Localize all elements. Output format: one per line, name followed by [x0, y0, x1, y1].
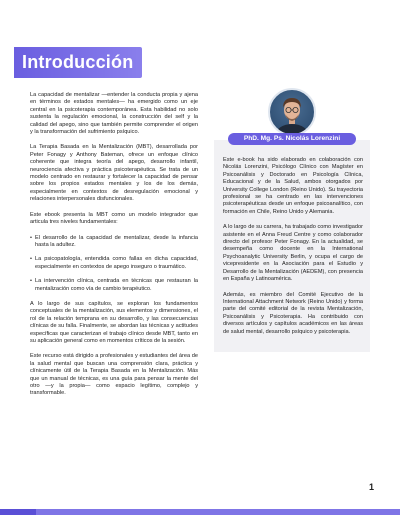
intro-paragraph-5: Este recurso está dirigido a profesionales y estudiantes del área de la salud mental que buscan una comprensión clara, práctica y clínicamente útil de la Terapia Basada en la Mentalización. Más que un manual de técnicas, es una guía para pensar la mente del otro —y la propia— como espacio legítimo, complejo y transformable.: [30, 353, 198, 397]
page-title: Introducción: [22, 52, 134, 72]
intro-column: [30, 92, 198, 406]
author-name: PhD. Mg. Ps. Nicolás Lorenzini: [243, 135, 341, 142]
page-number: 1: [369, 482, 375, 492]
levels-list-item-intervention: • La intervención clínica, centrada en técnicas que restauran la mentalización como vía de cambio terapéutico.: [30, 278, 198, 293]
intro-paragraph-3: Este ebook presenta la MBT como un modelo integrador que articula tres niveles fundamentales:: [30, 211, 198, 226]
bio-paragraph-3: Además, es miembro del Comité Ejecutivo de la International Attachment Network (Reino Unido) y forma parte del comité editorial de la revista Mentalización, Psicoanálisis y Psicoterapia. Ha contribuido con diversos artículos y capítulos académicos en las áreas de salud mental, desarrollo psíquico y psicoterapia.: [223, 291, 363, 335]
intro-paragraph-4: A lo largo de sus capítulos, se exploran los fundamentos conceptuales de la mentalización, sus elementos y dimensiones, el rol de la relación temprana en su desarrollo, y las consecuencias clínicas de su falla. Finalmente, se abordan las técnicas y actitudes específicas que caracterizan el trabajo clínico desde MBT, tanto en su aplicación general como en momentos críticos de la sesión.: [30, 300, 198, 344]
footer-bar-accent: [0, 509, 36, 515]
levels-list: [30, 235, 198, 293]
author-bio: [223, 157, 363, 344]
author-photo: [268, 88, 316, 136]
bio-paragraph-1: Este e-book ha sido elaborado en colaboración con Nicolás Lorenzini, Psicólogo Clínico con Magíster en Psicoanálisis y Doctorado en Psicología Clínica, Educacional y de la Salud, ambos otorgados por University College London (Reino Unido). Su trayectoria profesional se ha centrado en las intervenciones psicoterapéuticas desde un enfoque psicoanalítico, con formación en Chile, Reino Unido y Alemania.: [223, 157, 363, 215]
intro-paragraph-2: La Terapia Basada en la Mentalización (MBT), desarrollada por Peter Fonagy y Anthony Bateman, ofrece un enfoque clínico coherente que integra teoría del apego, desarrollo infantil, neurociencia afectiva y práctica psicoterapéutica. Se trata de un modelo centrado en restaurar y fortalecer la capacidad de pensar sobre los propios estados mentales y los de los demás, especialmente en contextos de desregulación emocional y relaciones interpersonales disfuncionales.: [30, 144, 198, 203]
levels-list-item-psychopathology: • La psicopatología, entendida como fallas en dicha capacidad, especialmente en contextos de apego inseguro o traumático.: [30, 256, 198, 271]
levels-list-item-development: • El desarrollo de la capacidad de mentalizar, desde la infancia hasta la adultez.: [30, 235, 198, 250]
intro-paragraph-1: La capacidad de mentalizar —entender la conducta propia y ajena en términos de estados mentales— ha emergido como un eje central en la psicoterapia contemporánea. Esta habilidad no solo sustenta la regulación emocional, la construcción del self y la calidad del apego, sino que también permite comprender el origen y la transformación del sufrimiento psíquico.: [30, 92, 198, 136]
bio-paragraph-2: A lo largo de su carrera, ha trabajado como investigador asistente en el Anna Freud Centre y como colaborador directo del profesor Peter Fonagy. En la actualidad, se desempeña como docente en la International Psychoanalytic University Berlin, y ocupa el cargo de vicepresidente en la Asociación para el Estudio y Desarrollo de la Mentalización (AEDEM), con presencia en España y Latinoamérica.: [223, 224, 363, 283]
footer-bar: [0, 509, 400, 515]
